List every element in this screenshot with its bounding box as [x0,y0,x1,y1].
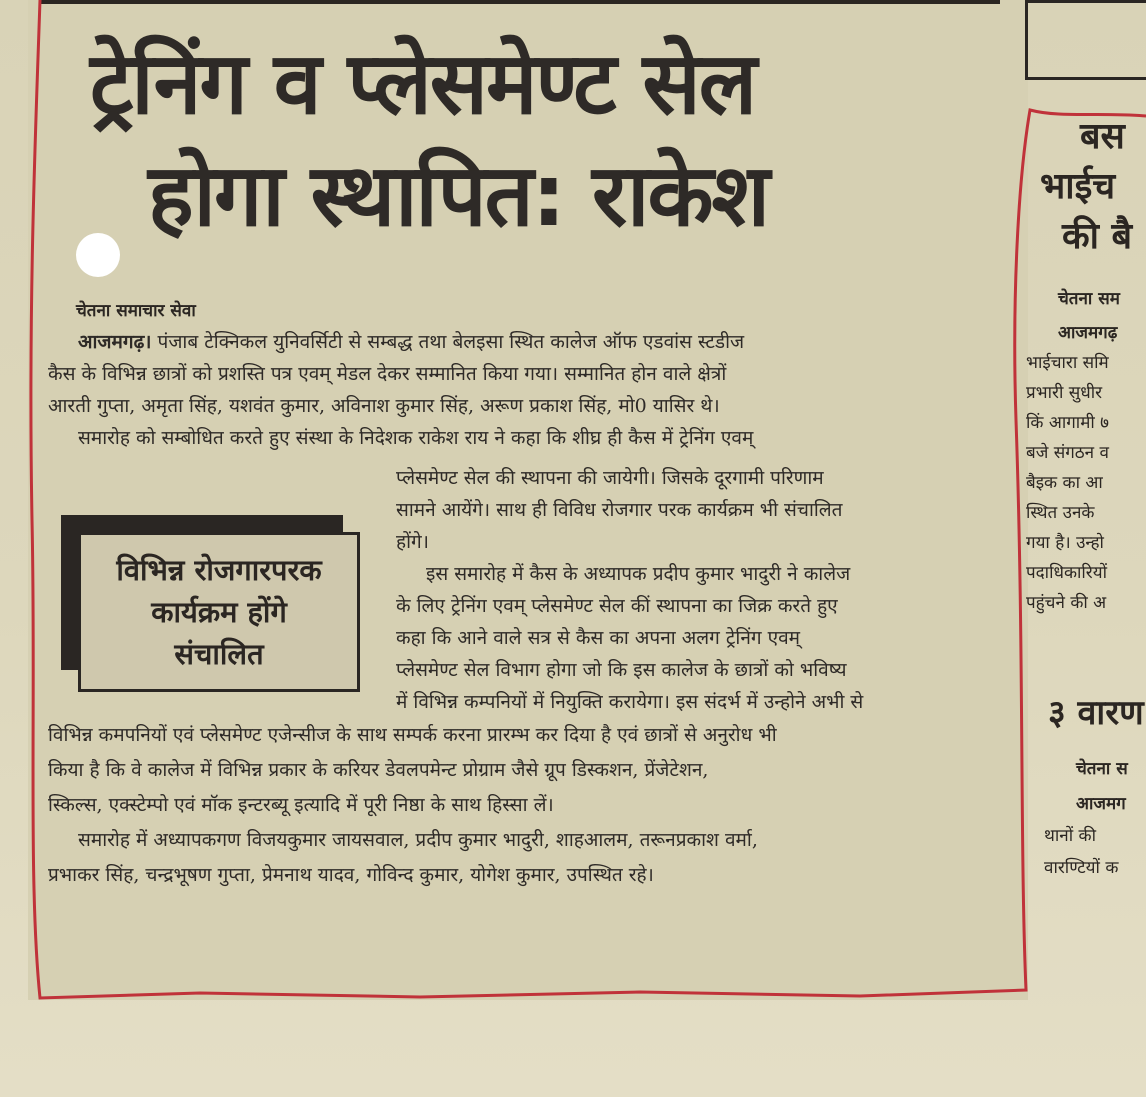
neighbor-line: पहुंचने की अ [1026,593,1107,613]
article-byline: चेतना समाचार सेवा [76,301,196,321]
callout-line-3: संचालित [174,637,264,671]
article-headline [90,28,990,252]
mid-line-8: में विभिन्न कम्पनियों में नियुक्ति करायेगा। इस संदर्भ में उन्होने अभी से [396,691,864,713]
lead-line-2: कैस के विभिन्न छात्रों को प्रशस्ति पत्र एवम् मेडल देकर सम्मानित किया गया। सम्मानित होन वाले क्षेत्रों [48,363,727,385]
tail-line-1: विभिन्न कमपनियों एवं प्लेसमेण्ट एजेन्सीज के साथ सम्पर्क करना प्रारम्भ कर दिया है एवं छात्रों से अनुरोध भी [48,724,777,746]
headline-line-1: ट्रेनिंग व प्लेसमेण्ट सेल [90,34,756,134]
lead-line-4: समारोह को सम्बोधित करते हुए संस्था के निदेशक राकेश राय ने कहा कि शीघ्र ही कैस में ट्रेनिंग एवम् [78,427,754,449]
headline-line-2: होगा स्थापित: राकेश [148,146,768,246]
lead-line-3: आरती गुप्ता, अमृता सिंह, यशवंत कुमार, अविनाश कुमार सिंह, अरूण प्रकाश सिंह, मो0 यासिर थे। [48,395,720,417]
neighbor-line: गया है। उन्हो [1026,533,1104,553]
neighbor-line: भाईचारा समि [1026,353,1109,373]
neighbor-headline-3: की बै [1062,216,1133,257]
neighbor-text [1026,318,1146,618]
neighbor-headline-2: भाईच [1040,166,1116,207]
neighbor-line: स्थित उनके [1026,503,1095,523]
neighbor-headline-2nd: ३ वारण [1048,693,1144,733]
neighbor-box [1025,0,1146,80]
neighbor-headline-1: बस [1080,116,1125,157]
tail-line-5: प्रभाकर सिंह, चन्द्रभूषण गुप्ता, प्रेमनाथ यादव, गोविन्द कुमार, योगेश कुमार, उपस्थित रहे। [48,864,654,886]
mid-line-4: इस समारोह में कैस के अध्यापक प्रदीप कुमार भादुरी ने कालेज [426,563,851,585]
tail-line-3: स्किल्स, एक्स्टेम्पो एवं मॉक इन्टरब्यू इत्यादि में पूरी निष्ठा के साथ हिस्सा लें। [48,794,554,816]
top-rule [40,0,1000,4]
article-lead [48,326,1008,454]
dateline: आजमगढ़। [78,331,152,353]
neighbor-line: प्रभारी सुधीर [1026,383,1103,403]
article-middle [396,462,1006,718]
mid-line-3: होंगे। [396,531,429,553]
neighbor-headline [1040,112,1146,262]
neighbor-line: पदाधिकारियों [1026,563,1108,583]
mid-line-5: के लिए ट्रेनिंग एवम् प्लेसमेण्ट सेल कीं स्थापना का जिक्र करते हुए [396,595,838,617]
mid-line-1: प्लेसमेण्ट सेल की स्थापना की जायेगी। जिसके दूरगामी परिणाम [396,467,824,489]
neighbor-byline-2nd: चेतना स [1076,759,1128,779]
callout-line-2: कार्यक्रम होंगे [151,595,287,629]
pull-quote-box [78,532,360,692]
neighbor-line-2nd: वारण्टियों क [1044,858,1119,878]
mid-line-2: सामने आयेंगे। साथ ही विविध रोजगार परक कार्यक्रम भी संचालित [396,499,843,521]
neighbor-text-2nd [1044,788,1146,884]
neighbor-line: बैइक का आ [1026,473,1103,493]
mid-line-6: कहा कि आने वाले सत्र से कैस का अपना अलग ट्रेनिंग एवम् [396,627,801,649]
neighbor-line-2nd: आजमग [1076,794,1126,814]
neighbor-line-2nd: थानों की [1044,826,1096,846]
neighbor-byline: चेतना सम [1058,289,1120,309]
callout-line-1: विभिन्न रोजगारपरक [116,553,322,587]
lead-first-text: पंजाब टेक्निकल युनिवर्सिटी से सम्बद्ध तथा बेलइसा स्थित कालेज ऑफ एडवांस स्टडीज [151,331,745,353]
tail-line-4: समारोह में अध्यापकगण विजयकुमार जायसवाल, प्रदीप कुमार भादुरी, शाहआलम, तरूनप्रकाश वर्मा, [78,829,758,851]
lead-line-1 [48,326,1008,358]
neighbor-line: बजे संगठन व [1026,443,1109,463]
tail-line-2: किया है कि वे कालेज में विभिन्न प्रकार के करियर डेवलपमेन्ट प्रोग्राम जैसे ग्रूप डिस्कशन, प्रेंजेटेशन, [48,759,709,781]
neighbor-line: आजमगढ़ [1058,323,1118,343]
neighbor-line: किं आगामी ७ [1026,413,1110,433]
article-tail [48,718,1008,893]
mid-line-7: प्लेसमेण्ट सेल विभाग होगा जो कि इस कालेज के छात्रों को भविष्य [396,659,847,681]
